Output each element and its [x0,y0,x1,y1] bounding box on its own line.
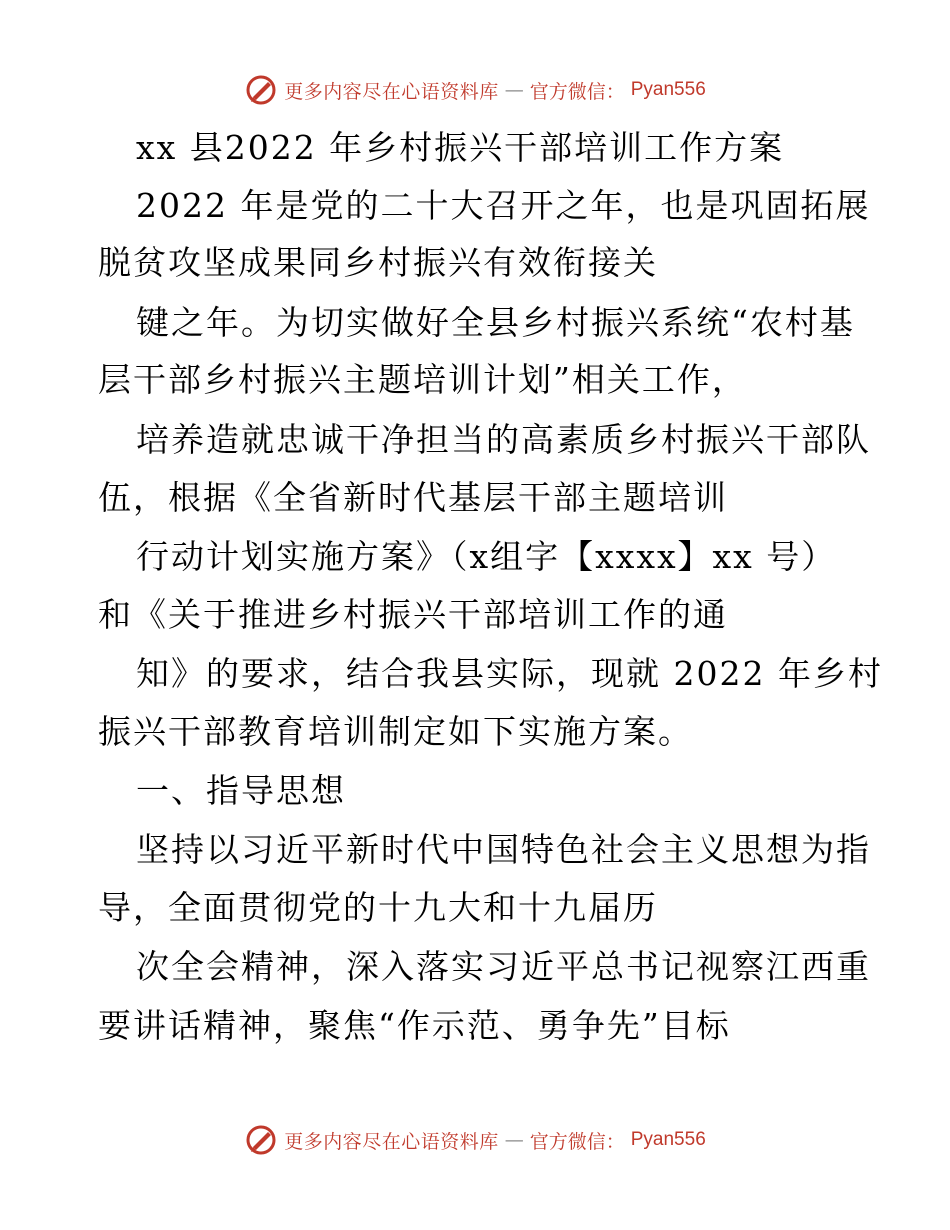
paragraph-line: 培养造就忠诚干净担当的高素质乡村振兴干部队 [136,420,871,459]
paragraph-line: 脱贫攻坚成果同乡村振兴有效衔接关 [98,243,658,282]
banner-wechat-label: 官方微信： [529,1130,625,1153]
paragraph-line: 要讲话精神，聚焦“作示范、勇争先”目标 [98,1006,731,1045]
paragraph-line: 键之年。为切实做好全县乡村振兴系统“农村基 [136,303,855,342]
watermark-banner-top [0,70,950,110]
paragraph-line: 行动计划实施方案》（x组字【xxxx】xx 号） [136,537,837,576]
document-title: xx 县2022 年乡村振兴干部培训工作方案 [136,128,785,167]
paragraph-line: 2022 年是党的二十大召开之年，也是巩固拓展 [136,186,871,225]
banner-site-text: 更多内容尽在心语资料库 [284,1130,499,1153]
banner-site-text: 更多内容尽在心语资料库 [284,80,499,103]
paragraph-line: 坚持以习近平新时代中国特色社会主义思想为指 [136,830,871,869]
paragraph-line: 振兴干部教育培训制定如下实施方案。 [98,712,693,751]
paragraph-line: 层干部乡村振兴主题培训计划”相关工作， [98,360,747,399]
section-heading: 一、指导思想 [136,771,346,810]
paragraph-line: 次全会精神，深入落实习近平总书记视察江西重 [136,947,871,986]
pen-logo-icon [244,1123,278,1157]
banner-separator: — [504,1129,524,1151]
paragraph-line: 知》的要求，结合我县实际，现就 2022 年乡村 [136,654,883,693]
paragraph-line: 伍，根据《全省新时代基层干部主题培训 [98,478,728,517]
paragraph-line: 和《关于推进乡村振兴干部培训工作的通 [98,595,728,634]
pen-logo-icon [244,73,278,107]
banner-separator: — [504,79,524,101]
paragraph-line: 导，全面贯彻党的十九大和十九届历 [98,888,658,927]
banner-wechat-id: Pyan556 [630,1129,706,1150]
banner-wechat-label: 官方微信： [529,80,625,103]
banner-wechat-id: Pyan556 [630,79,706,100]
watermark-banner-bottom [0,1120,950,1160]
